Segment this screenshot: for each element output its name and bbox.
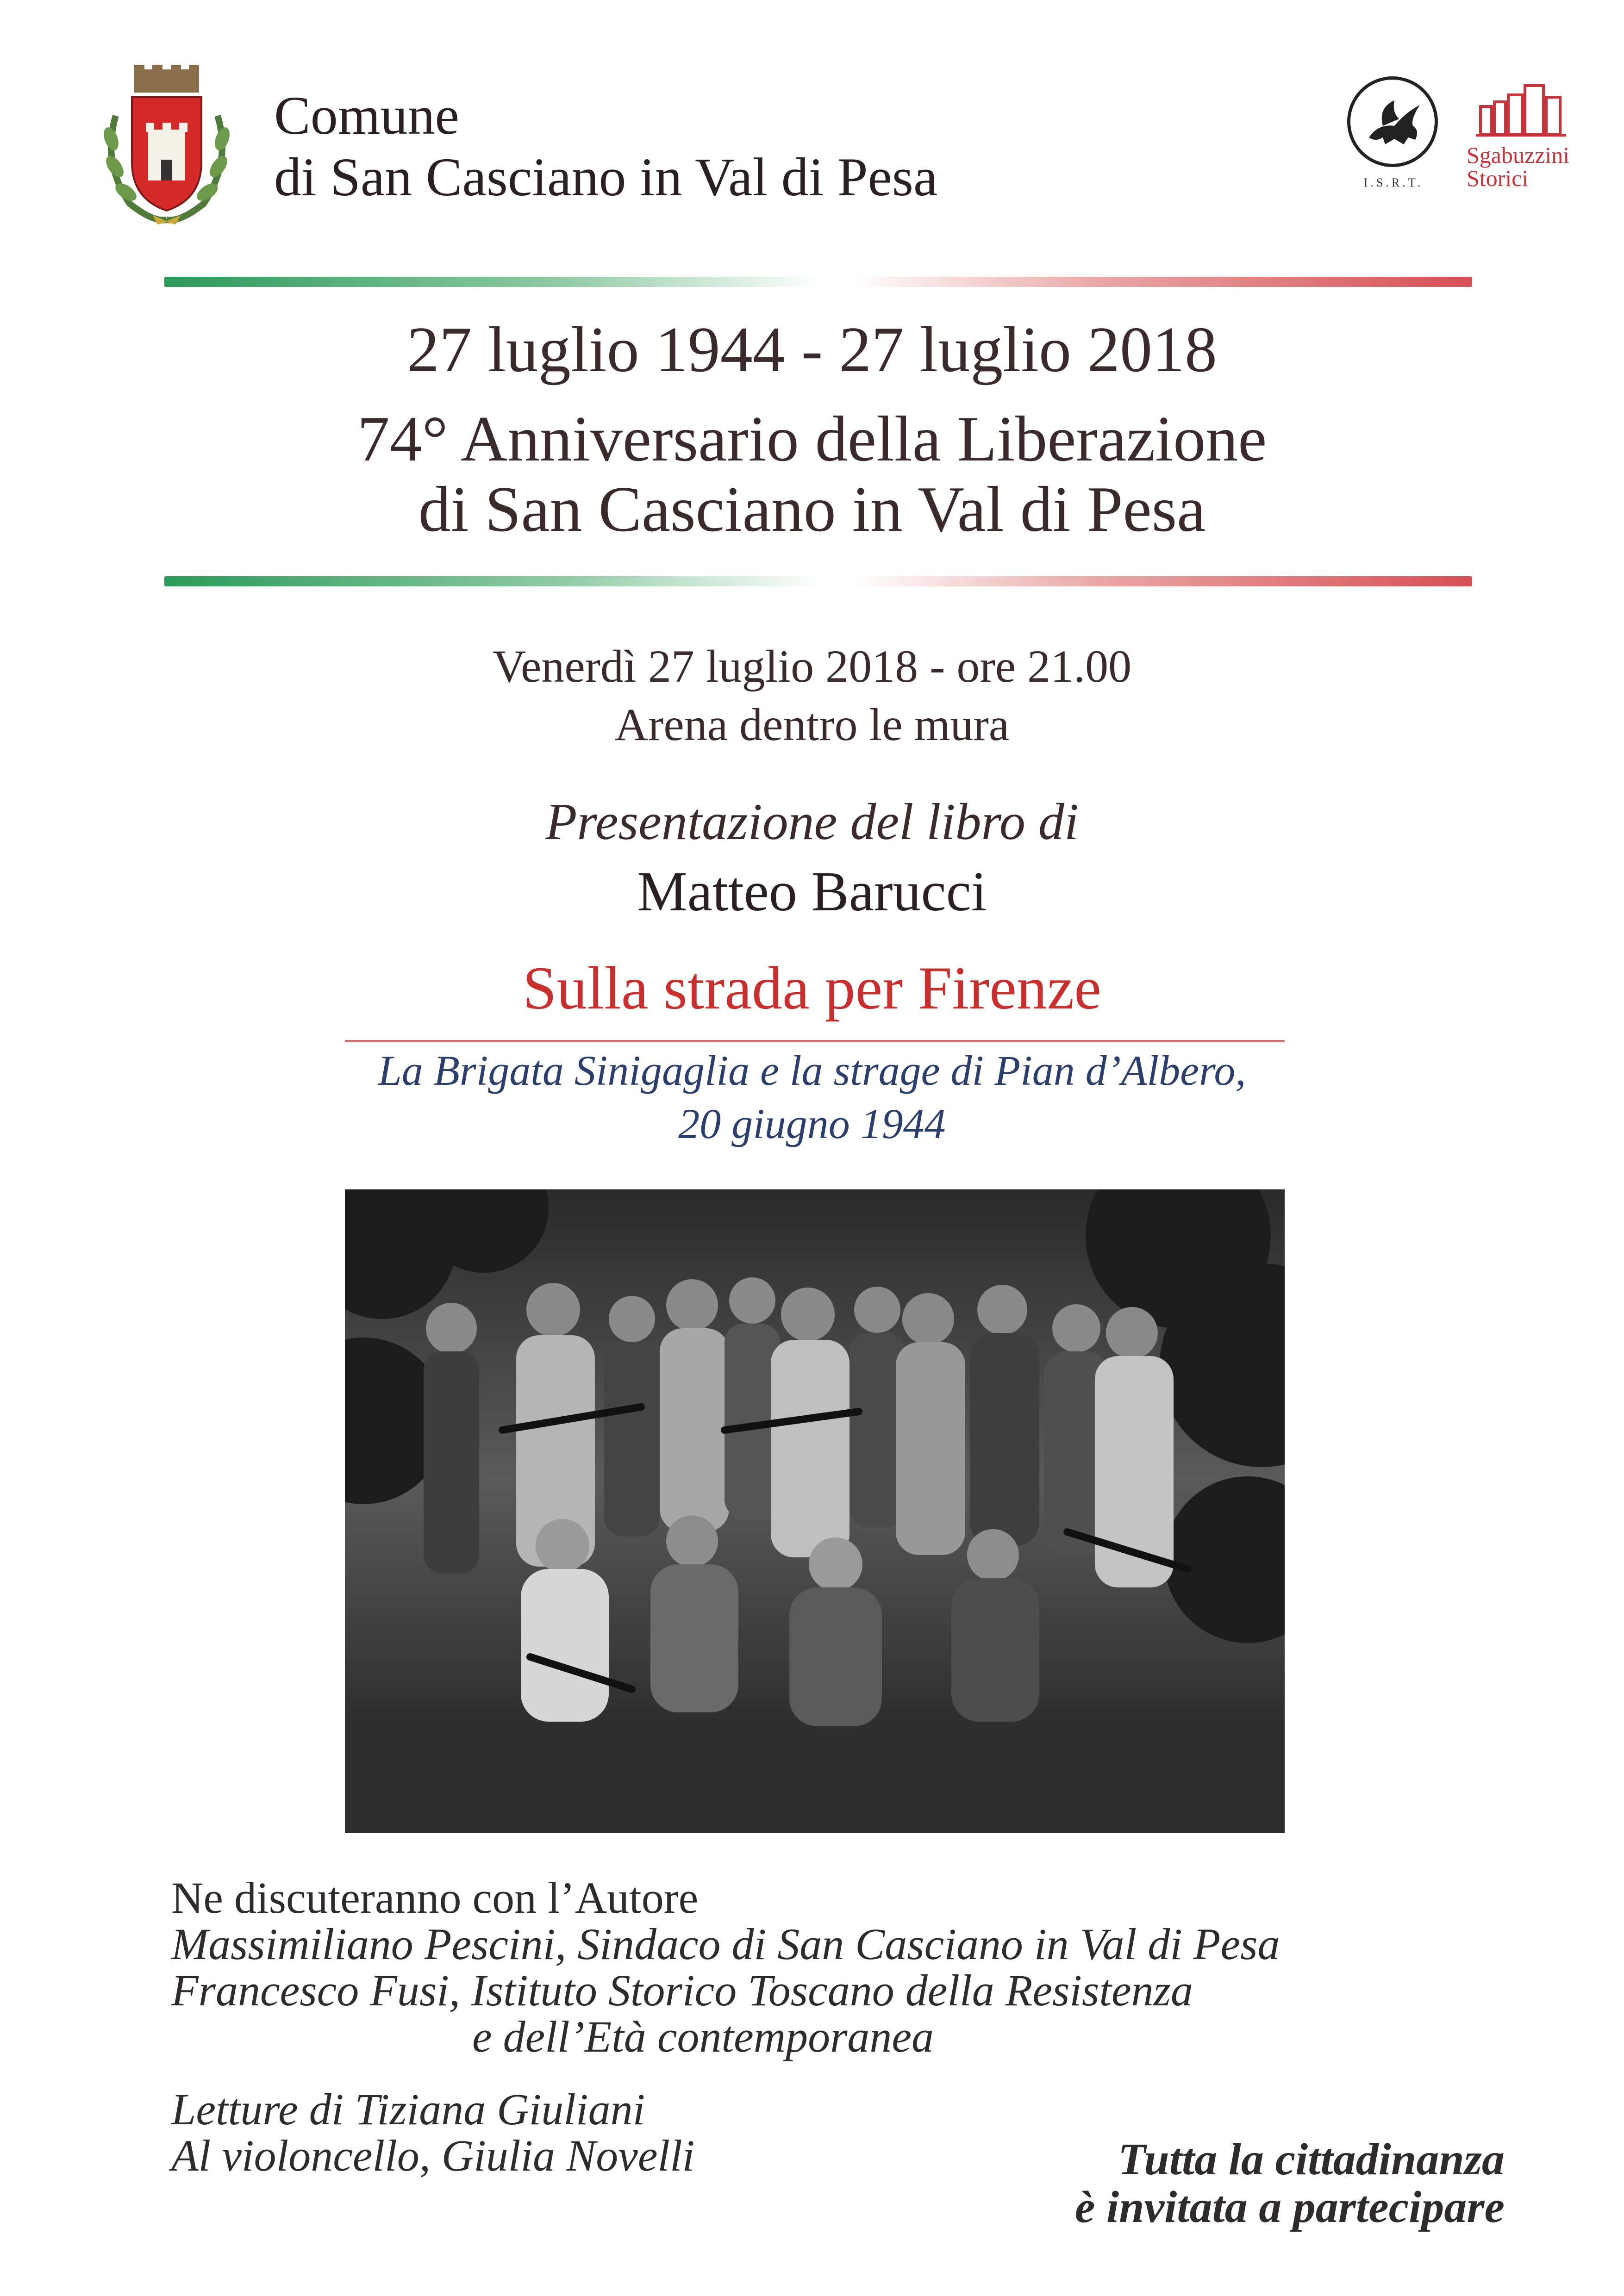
isrt-label: I.S.R.T.: [1363, 176, 1424, 189]
speaker-fusi-line2: e dell’Età contemporanea: [472, 2012, 934, 2061]
partisans-group-photo: [345, 1189, 1285, 1833]
book-subtitle-line1: La Brigata Sinigaglia e la strage di Pian d’Albero,: [378, 1047, 1246, 1094]
speaker-fusi-line1: Francesco Fusi, Istituto Storico Toscano della Resistenza: [171, 1966, 1193, 2015]
sgabuzzini-label: [1467, 143, 1569, 190]
book-presentation-intro: Presentazione del libro di: [545, 793, 1079, 851]
invitation-line1: Tutta la cittadinanza: [1118, 2134, 1505, 2184]
flag-bar-red-top: [852, 277, 1472, 287]
sgabuzzini-line2: Storici: [1467, 165, 1529, 191]
archive-shelves-icon: [1476, 83, 1568, 139]
isrt-logo: [1343, 76, 1444, 197]
event-date-time: Venerdì 27 luglio 2018 - ore 21.00: [492, 641, 1132, 692]
readings-credit: Letture di Tiziana Giuliani: [171, 2084, 645, 2134]
headline-anniversary: 74° Anniversario della Liberazione: [357, 403, 1267, 475]
flag-bar-green-bottom: [164, 576, 822, 586]
flag-bar-red-bottom: [852, 576, 1472, 586]
municipal-crest-icon: [97, 60, 236, 227]
cello-credit: Al violoncello, Giulia Novelli: [171, 2131, 695, 2180]
headline-dates: 27 luglio 1944 - 27 luglio 2018: [407, 314, 1217, 386]
comune-name: di San Casciano in Val di Pesa: [274, 147, 938, 207]
book-author: Matteo Barucci: [637, 860, 987, 923]
book-title: Sulla strada per Firenze: [523, 954, 1101, 1022]
sgabuzzini-storici-logo: [1467, 83, 1587, 204]
headline-place: di San Casciano in Val di Pesa: [418, 473, 1206, 545]
event-venue: Arena dentro le mura: [614, 699, 1010, 750]
pegasus-icon: [1347, 76, 1438, 167]
flag-bar-green-top: [164, 277, 822, 287]
speaker-pescini: Massimiliano Pescini, Sindaco di San Casciano in Val di Pesa: [171, 1919, 1280, 1969]
invitation-line2: è invitata a partecipare: [1074, 2182, 1505, 2232]
sgabuzzini-line1: Sgabuzzini: [1467, 142, 1570, 168]
book-subtitle-line2: 20 giugno 1944: [678, 1100, 946, 1147]
book-title-rule: [345, 1040, 1285, 1042]
comune-title: Comune: [274, 85, 459, 146]
discussion-intro: Ne discuteranno con l’Autore: [171, 1873, 699, 1923]
